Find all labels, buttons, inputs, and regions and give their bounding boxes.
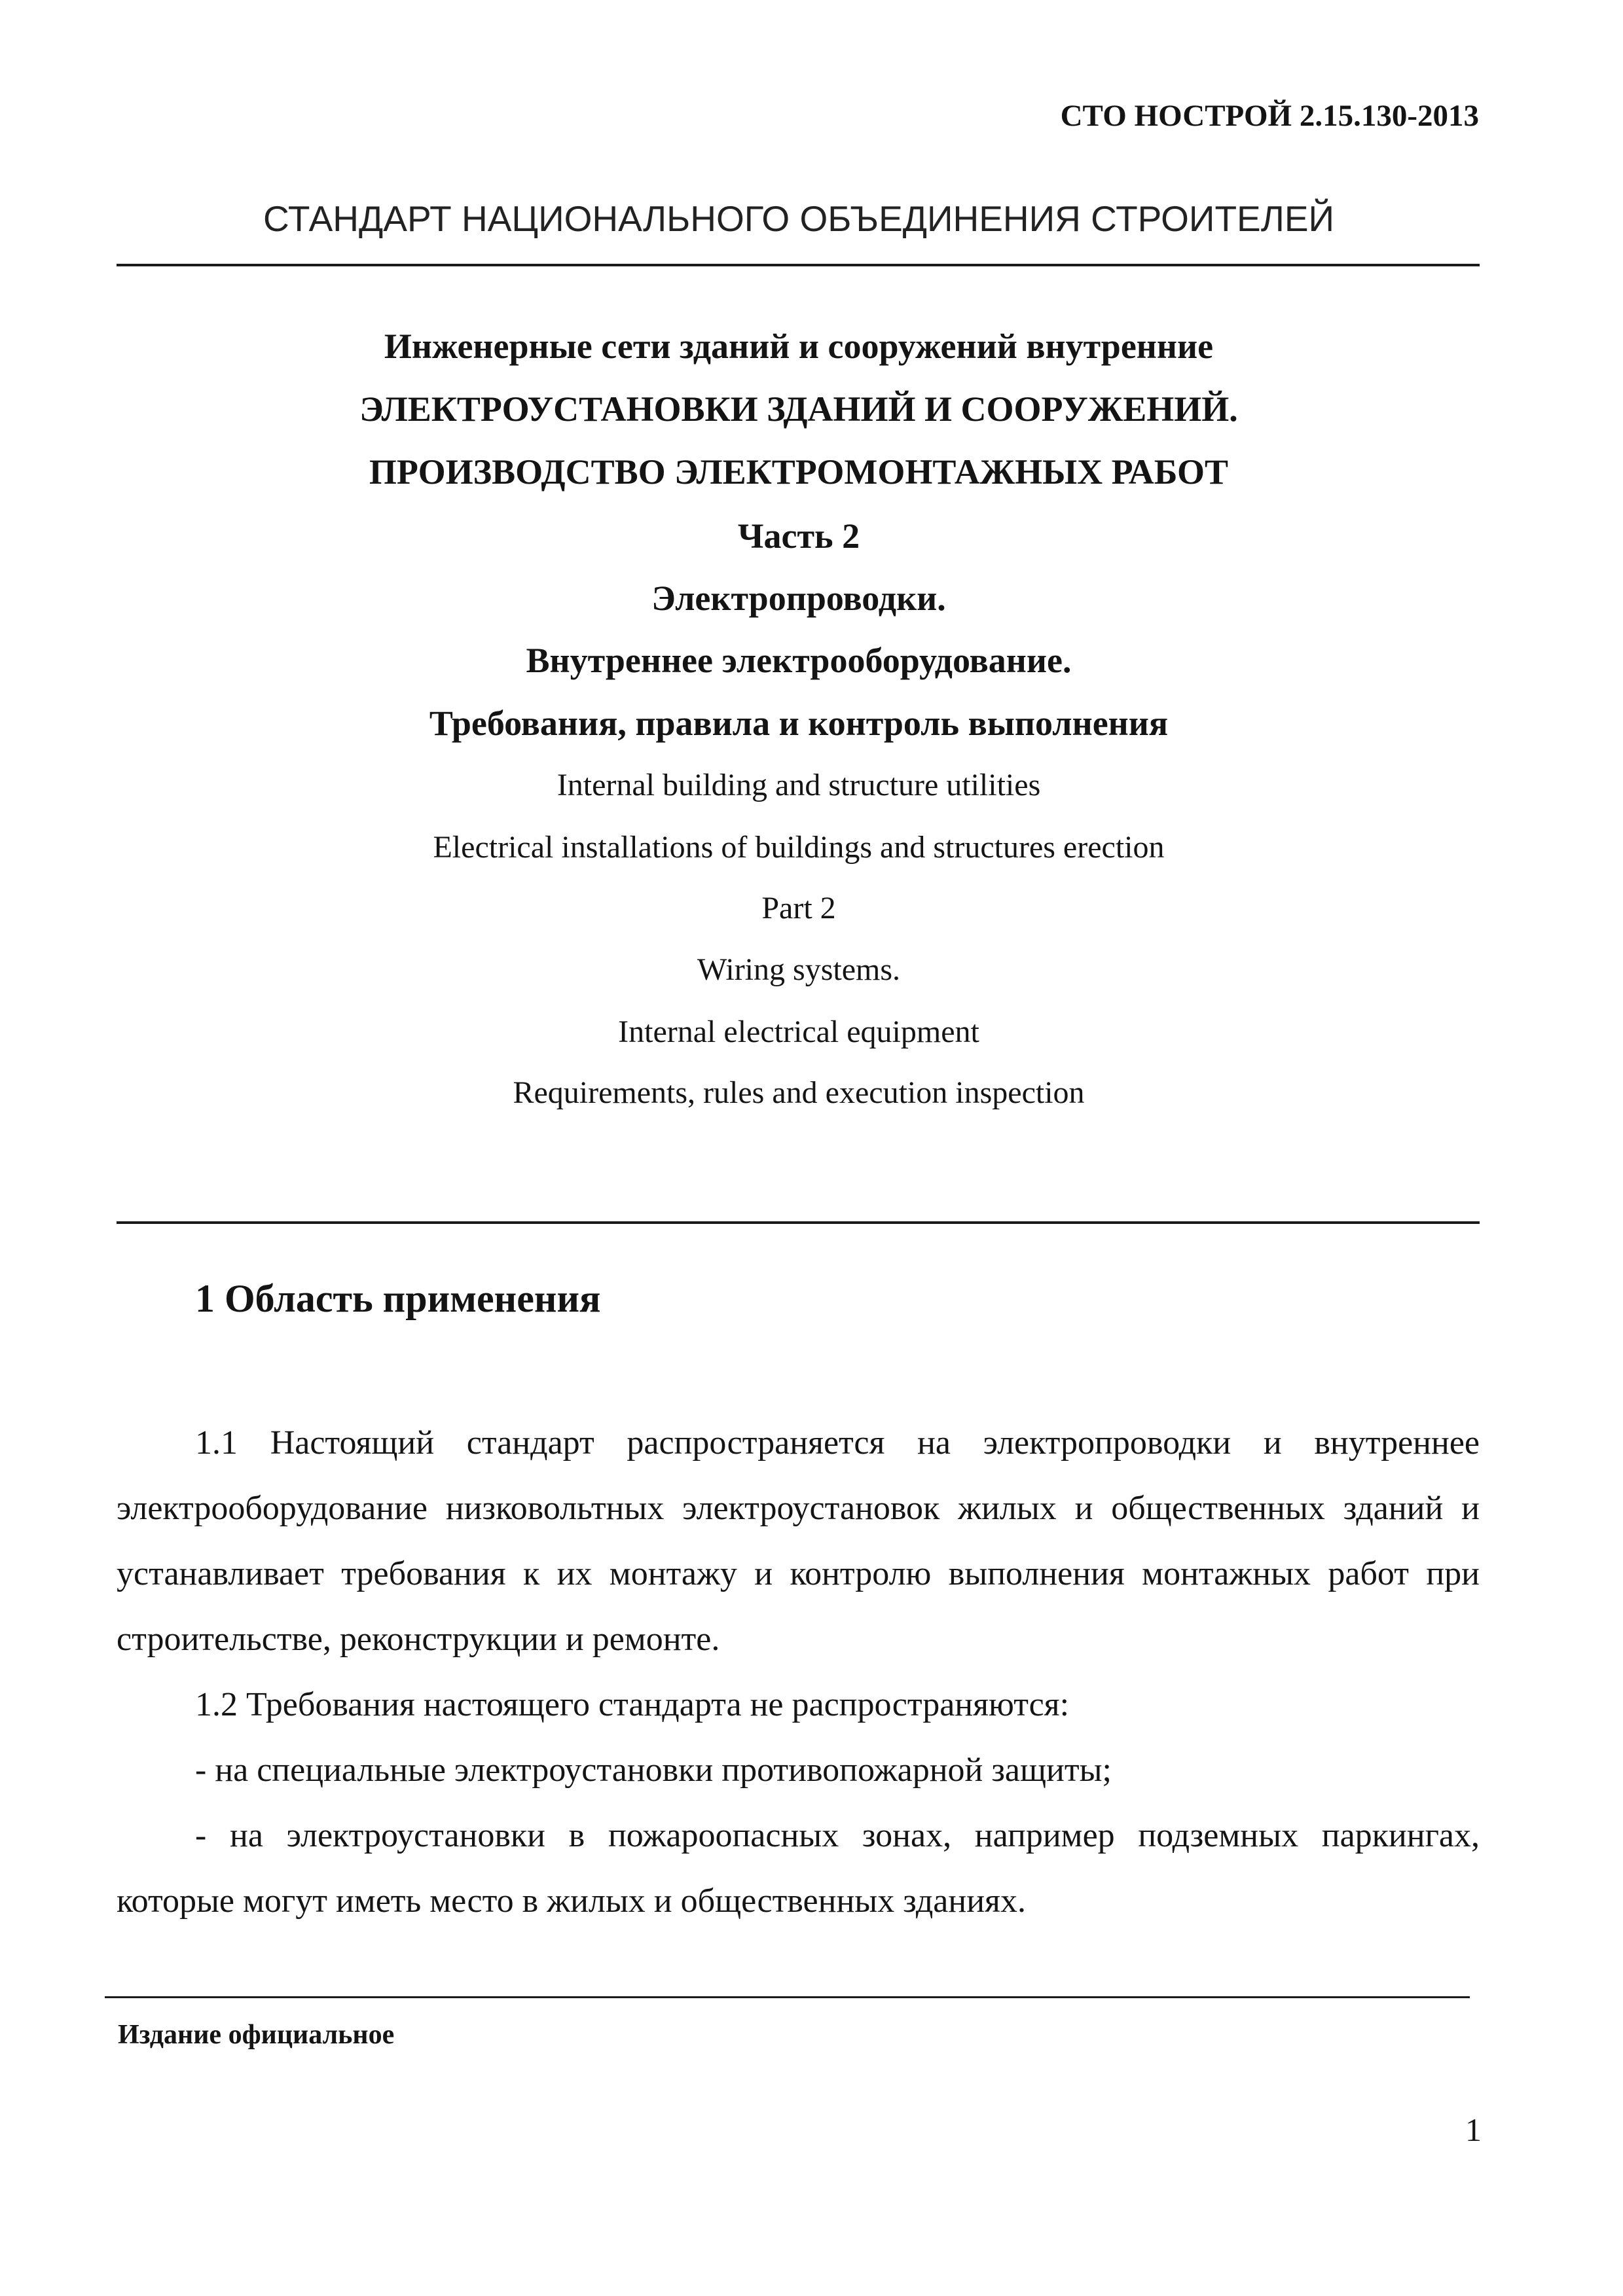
title-ru-line-7: Требования, правила и контроль выполнения [429,704,1169,743]
title-en-line-4: Wiring systems. [697,952,901,987]
title-en-line-5: Internal electrical equipment [618,1014,979,1049]
official-edition-label: Издание официальное [118,2020,395,2050]
title-en-line-1: Internal building and structure utilities [556,768,1041,802]
paragraph-1-2: 1.2 Требования настоящего стандарта не распространяются: [195,1686,1070,1723]
title-ru-line-3: ПРОИЗВОДСТВО ЭЛЕКТРОМОНТАЖНЫХ РАБОТ [369,452,1229,492]
document-code: СТО НОСТРОЙ 2.15.130-2013 [1060,99,1479,133]
title-ru-line-5: Электропроводки. [651,579,946,618]
title-ru-line-6: Внутреннее электрооборудование. [526,641,1072,680]
title-ru-line-1: Инженерные сети зданий и сооружений внутренние [384,327,1214,366]
title-divider [117,1221,1480,1224]
title-ru-part: Часть 2 [737,516,860,556]
list-item-fire-hazard-zones: - на электроустановки в пожароопасных зонах, например подземных паркингах, которые могут иметь место в жилых и общественных зданиях. [117,1817,1480,1920]
header-divider [117,264,1480,266]
paragraph-1-1: 1.1 Настоящий стандарт распространяется на электропроводки и внутреннее электрооборудование низковольтных электроустановок жилых и общественных зданий и устанавливает требования к их монтажу и контролю выполнения монтажных работ при строительстве, реконструкции и ремонте. [117,1424,1480,1658]
page-number: 1 [1465,2111,1482,2148]
title-en-line-2: Electrical installations of buildings and structures erection [433,830,1165,865]
title-en-part: Part 2 [761,891,836,925]
footer-divider [105,1996,1470,1998]
organization-title: СТАНДАРТ НАЦИОНАЛЬНОГО ОБЪЕДИНЕНИЯ СТРОИТЕЛЕЙ [263,198,1335,239]
title-ru-line-2: ЭЛЕКТРОУСТАНОВКИ ЗДАНИЙ И СООРУЖЕНИЙ. [359,389,1238,429]
section-heading: 1 Область применения [195,1277,601,1320]
list-item-fire-protection: - на специальные электроустановки противопожарной защиты; [195,1751,1112,1789]
title-en-line-6: Requirements, rules and execution inspection [513,1075,1085,1110]
